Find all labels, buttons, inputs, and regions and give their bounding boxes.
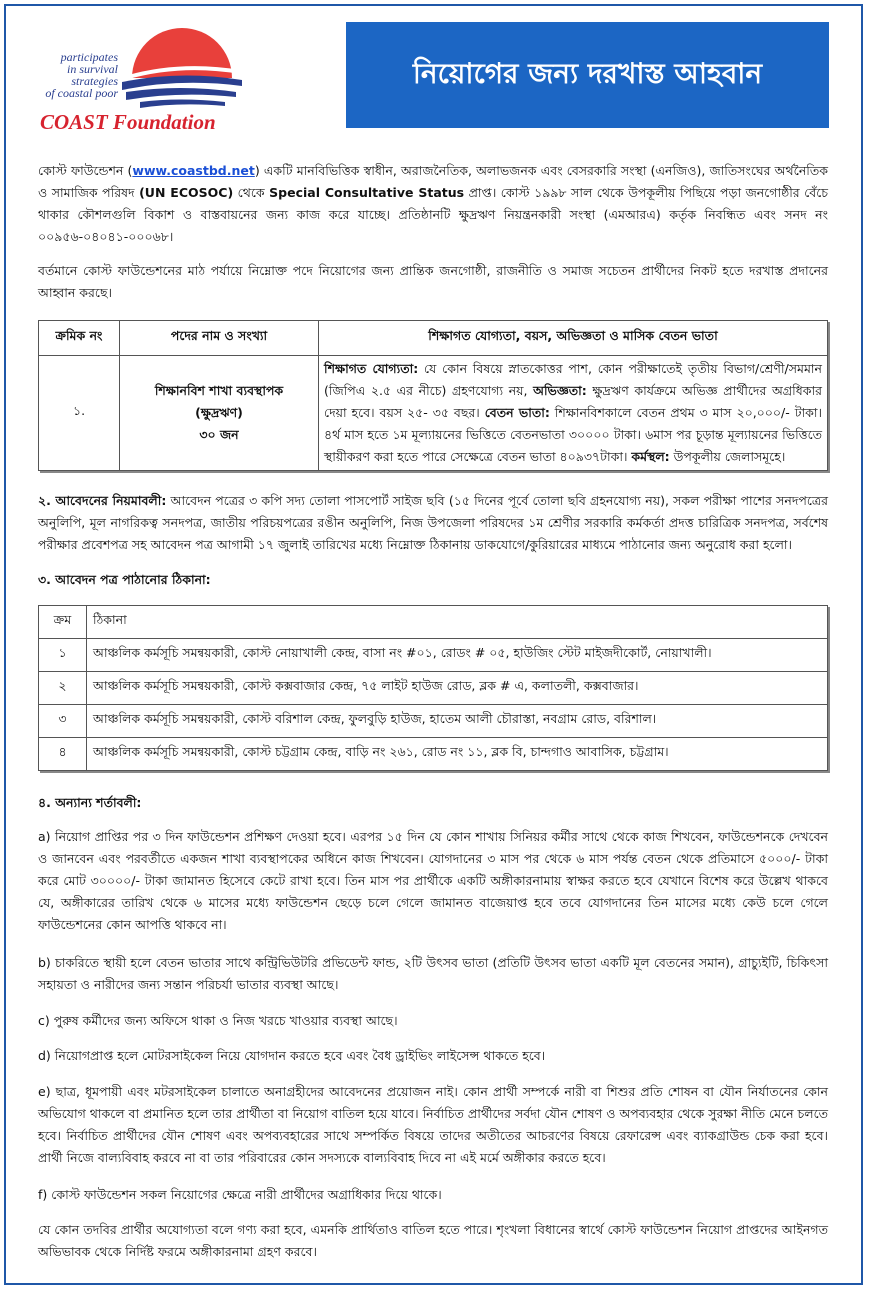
job-post: শিক্ষানবিশ শাখা ব্যবস্থাপক (ক্ষুদ্রঋণ) ৩০ জন xyxy=(120,356,319,471)
job-serial: ১. xyxy=(39,356,120,471)
address-serial: ৪ xyxy=(39,738,87,771)
table-row xyxy=(39,639,828,672)
intro-paragraph-2: বর্তমানে কোস্ট ফাউন্ডেশনের মাঠ পর্যায়ে নিম্নোক্ত পদে নিয়োগের জন্য প্রান্তিক জনগোষ্ঠী, রাজনীতি ও সমাজ সচেতন প্রার্থীদের নিকট হতে দরখাস্ত প্রদানের আহ্বান করছে। xyxy=(38,263,828,300)
job-details: শিক্ষাগত যোগ্যতা: যে কোন বিষয়ে স্নাতকোত্তর পাশ, কোন পরীক্ষাতেই তৃতীয় বিভাগ/শ্রেণী/সমমান (জিপিএ ২.৫ এর নীচে) গ্রহণযোগ্য নয়, অভিজ্ঞতা: ক্ষুদ্রঋণ কার্যক্রমে অভিজ্ঞ প্রার্থীদের অগ্রধিকার দেয়া হবে। বয়স ২৫- ৩৫ বছর। বেতন ভাতা: শিক্ষানবিশকালে বেতন প্রথম ৩ মাস ২০,০০০/- টাকা। ৪র্থ মাস হতে ১ম মূল্যায়নের ভিত্তিতে বেতনভাতা ৩০০০০ টাকা। ৬মাস পর চূড়ান্ত মূল্যায়নের ভিত্তিতে স্থায়ীকরণ করা হতে পারে সেক্ষেত্রে বেতন ভাতা ৪০৯৩৭টাকা। কর্মস্থল: উপকূলীয় জেলাসমূহে। xyxy=(319,356,828,471)
title-banner xyxy=(346,22,829,128)
condition-a: a) নিয়োগ প্রাপ্তির পর ৩ দিন ফাউন্ডেশন প্রশিক্ষণ দেওয়া হবে। এরপর ১৫ দিন যে কোন শাখায় সিনিয়র কর্মীর সাথে থেকে কাজ শিখবেন, ফাউন্ডেশনকে দেখবেন ও জানবেন এবং পরবর্তীতে একজন শাখা ব্যবস্থাপকের অধিনে কাজ শিখবেন। যোগদানের ৩ মাস পর থেকে ৬ মাস পর্যন্ত বেতন থেকে প্রতিমাসে ৫০০০/- টাকা করে মোট ৩০০০০/- টাকা জামানত হিসেবে কেটে রাখা হবে। তিন মাস পর প্রার্থীকে একটি অঙ্গীকারনামায় স্বাক্ষর করতে হবে যেখানে বিশেষ করে উল্লেখ থাকবে যে, অঙ্গীকারের তারিখ থেকে ৬ মাসের মধ্যে ফাউন্ডেশন ছেড়ে চলে গেলে জামানত বাজেয়াপ্ত হবে তবে যোগদানের তিন মাসের মধ্যে কেউ চলে গেলে ফাউন্ডেশনের কোন আপত্তি থাকবে না। xyxy=(38,829,828,932)
table-row xyxy=(39,672,828,705)
job-table-header-serial: ক্রমিক নং xyxy=(39,321,120,356)
address-table xyxy=(38,605,828,771)
final-note: যে কোন তদবির প্রার্থীর অযোগ্যতা বলে গণ্য করা হবে, এমনকি প্রার্থিতাও বাতিল হতে পারে। শৃংখলা বিধানের স্বার্থে কোস্ট ফাউন্ডেশন নিয়োগ প্রাপ্তদের আইনগত অভিভাবক থেকে নির্দিষ্ট ফরমে অঙ্গীকারনামা গ্রহণ করবে। xyxy=(38,1222,828,1259)
page-title: নিয়োগের জন্য দরখাস্ত আহবান xyxy=(412,56,763,90)
other-conditions-heading: ৪. অন্যান্য শর্তাবলী: xyxy=(38,795,142,810)
condition-c: c) পুরুষ কর্মীদের জন্য অফিসে থাকা ও নিজ খরচে খাওয়ার ব্যবস্থা আছে। xyxy=(38,1013,398,1028)
condition-e: e) ছাত্র, ধূমপায়ী এবং মটরসাইকেল চালাতে অনাগ্রহীদের আবেদনের প্রয়োজন নাই। কোন প্রার্থী সম্পর্কে নারী বা শিশুর প্রতি শোষন বা যৌন নির্যাতনের কোন অভিযোগ থাকলে বা প্রমানিত হলে তার প্রার্থীতা বা নিয়োগ বাতিল হয়ে যাবে। নির্বাচিত প্রার্থীদের সর্বদা যৌন শোষণ ও অপব্যবহার থেকে সুরক্ষা নীতি মেনে চলতে হবে। নির্বাচিত প্রার্থীদের যৌন শোষণ এবং অপব্যবহারের সাথে সম্পর্কিত বিষয়ে তাদের অতীতের আচরণের বিষয়ে রেফারেন্স এবং ব্যাকগ্রাউন্ড চেক করা হবে। প্রার্থী নিজে বাল্যবিবাহ করবে না বা তার পরিবারের কোন সদস্যকে বাল্যবিবাহ দিবে না এই মর্মে অঙ্গীকার করতে হবে। xyxy=(38,1084,828,1165)
address-serial: ১ xyxy=(39,639,87,672)
logo-tagline: participates in survival strategies of coastal poor xyxy=(45,50,118,100)
table-row xyxy=(39,705,828,738)
condition-f: f) কোস্ট ফাউন্ডেশন সকল নিয়োগের ক্ষেত্রে নারী প্রার্থীদের অগ্রাধিকার দিয়ে থাকে। xyxy=(38,1187,442,1202)
address-text: আঞ্চলিক কর্মসূচি সমন্বয়কারী, কোস্ট কক্সবাজার কেন্দ্র, ৭৫ লাইট হাউজ রোড, ব্লক # এ, কলাতলী, কক্সবাজার। xyxy=(87,672,828,705)
job-table xyxy=(38,320,828,471)
address-serial: ৩ xyxy=(39,705,87,738)
coast-logo xyxy=(30,22,250,134)
address-header-serial: ক্রম xyxy=(39,606,87,639)
intro-paragraph-1: কোস্ট ফাউন্ডেশন (www.coastbd.net) একটি মানবিভিত্তিক স্বাধীন, অরাজনৈতিক, অলাভজনক এবং বেসরকারি সংস্থা (এনজিও), জাতিসংঘের অর্থনৈতিক ও সামাজিক পরিষদ (UN ECOSOC) থেকে Special Consultative Status প্রাপ্ত। কোস্ট ১৯৯৮ সাল থেকে উপকূলীয় পিছিয়ে পড়া জনগোষ্ঠীর বেঁচে থাকার কৌশলগুলি বিকাশ ও বাস্তবায়নের জন্য কাজ করে যাচ্ছে। প্রতিষ্ঠানটি ক্ষুদ্রঋণ নিয়ন্ত্রনকারী সংস্থা (এমআরএ) কর্তৃক নিবন্ধিত এবং সনদ নং ০০৯৫৬-০৪০৪১-০০০৬৮। xyxy=(38,163,829,244)
condition-b: b) চাকরিতে স্থায়ী হলে বেতন ভাতার সাথে কন্ট্রিভিউটরি প্রভিডেন্ট ফান্ড, ২টি উৎসব ভাতা (প্রতিটি উৎসব ভাতা একটি মূল বেতনের সমান), গ্রাচ্যুইটি, চিকিৎসা সহায়তা ও নারীদের জন্য সন্তান পরিচর্যা ভাতার ব্যবস্থা আছে। xyxy=(38,955,828,992)
website-link[interactable]: www.coastbd.net xyxy=(132,163,255,178)
logo-name: COAST Foundation xyxy=(40,110,216,134)
job-table-header-details: শিক্ষাগত যোগ্যতা, বয়স, অভিজ্ঞতা ও মাসিক বেতন ভাতা xyxy=(319,321,828,356)
address-serial: ২ xyxy=(39,672,87,705)
condition-d: d) নিয়োগপ্রাপ্ত হলে মোটরসাইকেল নিয়ে যোগদান করতে হবে এবং বৈধ ড্রাইভিং লাইসেন্স থাকতে হবে। xyxy=(38,1048,546,1063)
address-text: আঞ্চলিক কর্মসূচি সমন্বয়কারী, কোস্ট নোয়াখালী কেন্দ্র, বাসা নং #০১, রোডং # ০৫, হাউজিং স্টেট মাইজদীকোর্ট, নোয়াখালী। xyxy=(87,639,828,672)
table-row xyxy=(39,356,828,471)
address-text: আঞ্চলিক কর্মসূচি সমন্বয়কারী, কোস্ট বরিশাল কেন্দ্র, ফুলবুড়ি হাউজ, হাতেম আলী চৌরাস্তা, নবগ্রাম রোড, বরিশাল। xyxy=(87,705,828,738)
address-text: আঞ্চলিক কর্মসূচি সমন্বয়কারী, কোস্ট চট্টগ্রাম কেন্দ্র, বাড়ি নং ২৬১, রোড নং ১১, ব্লক বি, চান্দগাও আবাসিক, চট্টগ্রাম। xyxy=(87,738,828,771)
table-row xyxy=(39,738,828,771)
job-table-header-post: পদের নাম ও সংখ্যা xyxy=(120,321,319,356)
address-heading: ৩. আবেদন পত্র পাঠানোর ঠিকানা: xyxy=(38,572,211,587)
address-header-address: ঠিকানা xyxy=(87,606,828,639)
application-rules: ২. আবেদনের নিয়মাবলী: আবেদন পত্রের ৩ কপি সদ্য তোলা পাসপোর্ট সাইজ ছবি (১৫ দিনের পূর্বে তোলা ছবি গ্রহনযোগ্য নয়), সকল পরীক্ষা পাশের সনদপত্রের অনুলিপি, মূল নাগরিকত্ব সনদপত্র, জাতীয় পরিচয়পত্রের রঙীন অনুলিপি, নিজ উপজেলা পরিষদের ১ম শ্রেণীর সরকারি কর্মকর্তা প্রদত্ত চারিত্রিক সনদপত্র, সর্বশেষ পরীক্ষার প্রবেশপত্র সহ আবেদন পত্র আগামী ১৭ জুলাই তারিখের মধ্যে নিম্নোক্ত ঠিকানায় ডাকযোগে/কুরিয়ারের মাধ্যমে পাঠানোর জন্য অনুরোধ করা হলো। xyxy=(38,493,828,552)
